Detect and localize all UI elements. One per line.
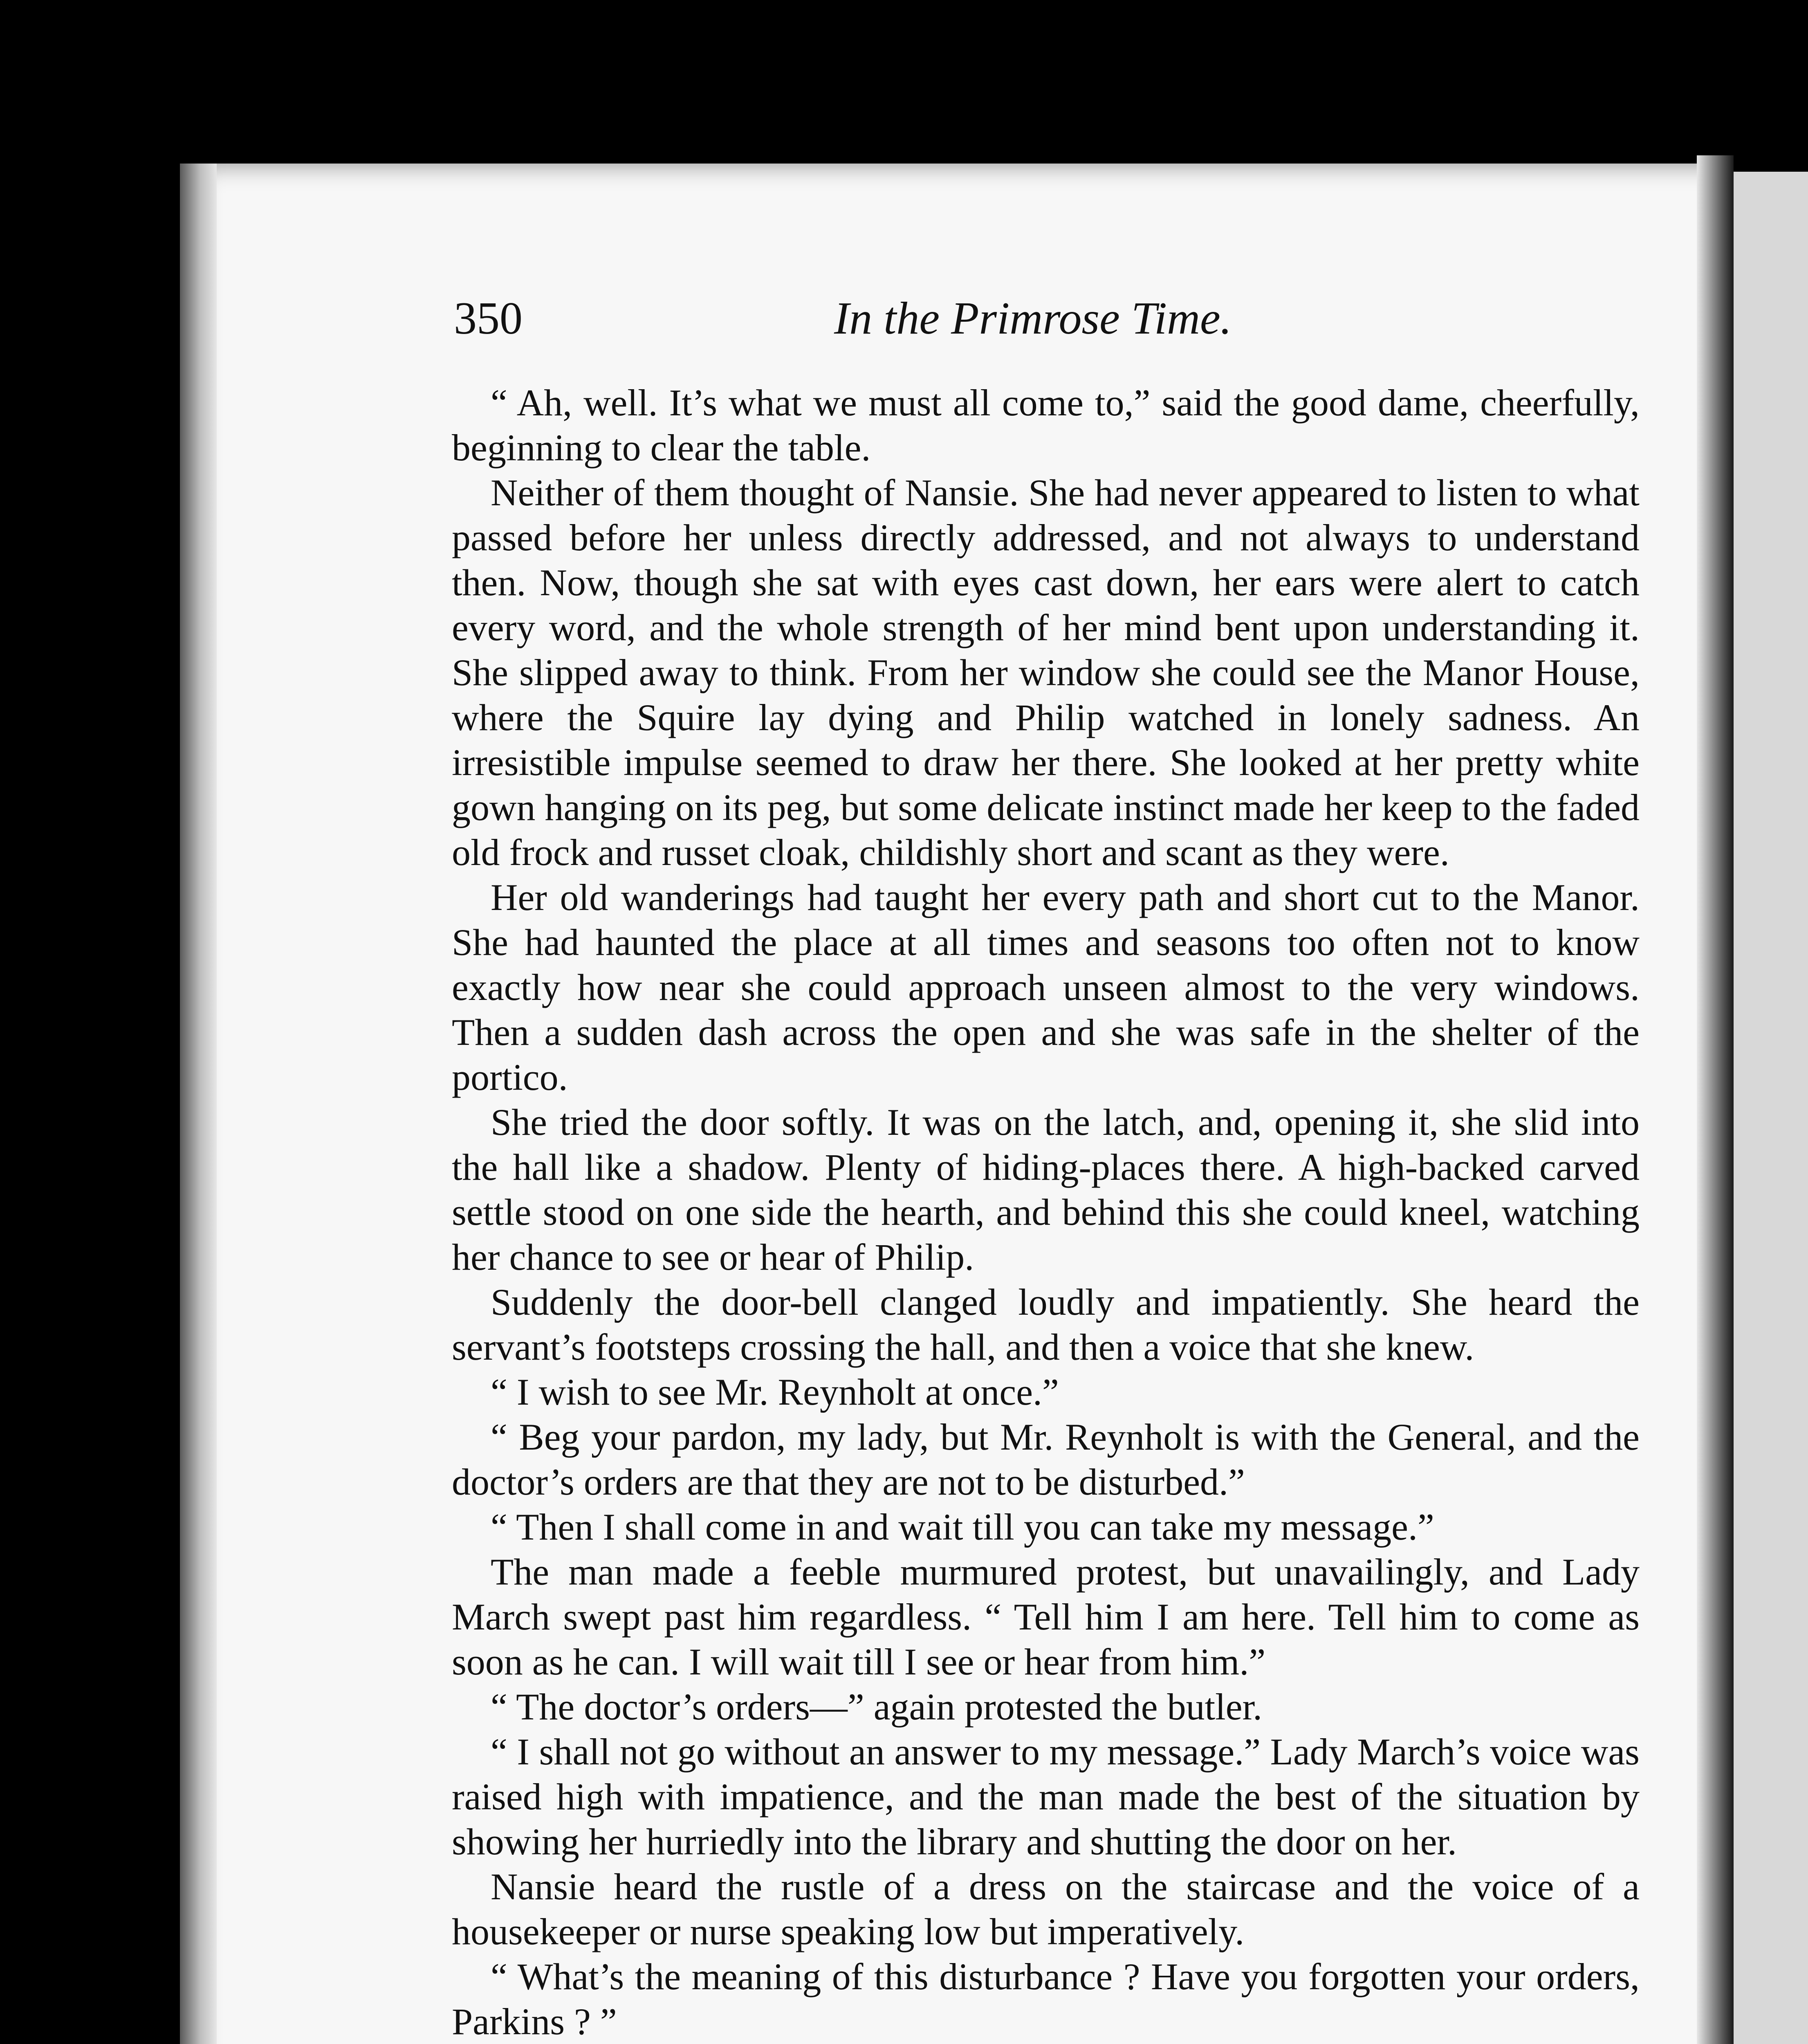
paragraph: “ What’s the meaning of this disturbance ? Have you forgotten your orders, Parkins ? ”	[452, 1956, 1640, 2042]
paragraph: Suddenly the door-bell clanged loudly and impatiently. She heard the servant’s footsteps crossing the hall, and then a voice that she knew.	[452, 1281, 1640, 1368]
paragraph: Neither of them thought of Nansie. She had never appeared to listen to what passed before her unless directly addressed, and not always to understand then. Now, though she sat with eyes cast down, her ears were alert to catch every word, and the whole strength of her mind bent upon understanding it. She slipped away to think. From her window she could see the Manor House, where the Squire lay dying and Philip watched in lonely sadness. An irresistible impulse seemed to draw her there. She looked at her pretty white gown hanging on its peg, but some delicate instinct made her keep to the faded old frock and russet cloak, childishly short and scant as they were.	[452, 472, 1640, 873]
paragraph: Her old wanderings had taught her every path and short cut to the Manor. She had haunted the place at all times and seasons too often not to know exactly how near she could approach unseen almost to the very windows. Then a sudden dash across the open and she was safe in the shelter of the portico.	[452, 876, 1640, 1098]
paragraph: “ Then I shall come in and wait till you can take my message.”	[491, 1506, 1434, 1548]
opposite-page-edge	[1734, 172, 1808, 2044]
paragraph: “ I shall not go without an answer to my message.” Lady March’s voice was raised high with impatience, and the man made the best of the situation by showing her hurriedly into the library and shutting the door on her.	[452, 1731, 1640, 1862]
paragraph: “ The doctor’s orders—” again protested the butler.	[491, 1686, 1263, 1728]
running-title: In the Primrose Time.	[834, 293, 1232, 344]
body-text	[452, 380, 1640, 2044]
paragraph: “ I wish to see Mr. Reynholt at once.”	[491, 1371, 1059, 1413]
paragraph: “ Ah, well. It’s what we must all come to,” said the good dame, cheerfully, beginning to clear the table.	[452, 382, 1640, 468]
page-number: 350	[454, 293, 523, 344]
page-gutter-shadow	[180, 164, 217, 2044]
paragraph: “ Beg your pardon, my lady, but Mr. Reynholt is with the General, and the doctor’s orders are that they are not to be disturbed.”	[452, 1416, 1640, 1503]
running-header	[454, 292, 1668, 354]
paragraph: She tried the door softly. It was on the latch, and, opening it, she slid into the hall like a shadow. Plenty of hiding-places there. A high-backed carved settle stood on one side the hearth, and behind this she could kneel, watching her chance to see or hear of Philip.	[452, 1101, 1640, 1278]
paragraph: Nansie heard the rustle of a dress on the staircase and the voice of a housekeeper or nurse speaking low but imperatively.	[452, 1866, 1640, 1952]
paragraph: The man made a feeble murmured protest, but unavailingly, and Lady March swept past him regardless. “ Tell him I am here. Tell him to come as soon as he can. I will wait till I see or hear from him.”	[452, 1551, 1640, 1683]
page-fold-shadow	[1697, 155, 1734, 2044]
